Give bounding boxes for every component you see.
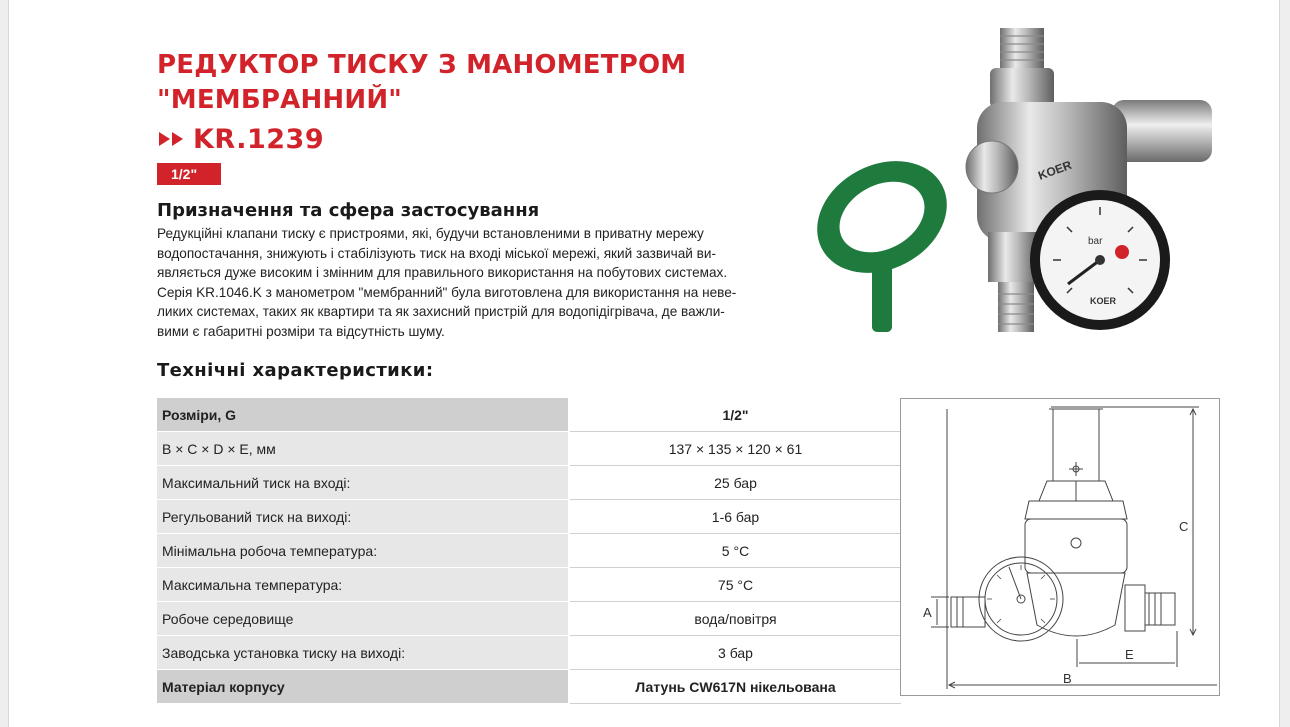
title-line-1: РЕДУКТОР ТИСКУ З МАНОМЕТРОМ	[157, 50, 687, 80]
table-row	[157, 432, 901, 466]
dim-label-b: B	[1063, 671, 1072, 686]
spec-label: Мінімальна робоча температура:	[157, 534, 569, 568]
spec-label: Максимальний тиск на вході:	[157, 466, 569, 500]
spec-value: 137 × 135 × 120 × 61	[569, 432, 901, 466]
spec-value: Латунь CW617N нікельована	[569, 670, 901, 704]
spec-label: Матеріал корпусу	[157, 670, 569, 704]
product-code: KR.1239	[193, 123, 325, 155]
table-row	[157, 568, 901, 602]
gauge-unit: bar	[1088, 236, 1103, 247]
brand-label: KOER	[1036, 157, 1074, 183]
purpose-heading: Призначення та сфера застосування	[157, 200, 540, 221]
gauge-brand: KOER	[1090, 296, 1117, 306]
description-line: Редукційні клапани тиску є пристроями, які, будучи встановленими в приватну мережу	[157, 226, 704, 241]
spec-value: 25 бар	[569, 466, 901, 500]
spec-label: Робоче середовище	[157, 602, 569, 636]
product-code-row	[157, 121, 324, 157]
spec-value: 3 бар	[569, 636, 901, 670]
table-row	[157, 500, 901, 534]
spec-value: вода/повітря	[569, 602, 901, 636]
title-line-2: "МЕМБРАННИЙ"	[157, 85, 403, 115]
spec-value: 1-6 бар	[569, 500, 901, 534]
spec-value: 5 °C	[569, 534, 901, 568]
drawing-svg	[901, 399, 1219, 695]
description-line: Серія KR.1046.K з манометром "мембранний" була виготовлена для використання на неве-	[157, 284, 737, 300]
table-row	[157, 602, 901, 636]
spec-label: Заводська установка тиску на виході:	[157, 636, 569, 670]
dim-label-e: E	[1125, 647, 1134, 662]
spec-label: Регульований тиск на виході:	[157, 500, 569, 534]
sheet-edge-right	[1279, 0, 1290, 727]
technical-drawing	[900, 398, 1220, 696]
spec-label: Максимальна температура:	[157, 568, 569, 602]
dim-label-c: C	[1179, 519, 1189, 534]
specs-heading: Технічні характеристики:	[157, 360, 434, 381]
spec-label: Розміри, G	[157, 398, 569, 432]
specs-table	[157, 398, 901, 704]
table-row	[157, 636, 901, 670]
description-line: являється дуже високим і змінним для правильного використання на побутових системах.	[157, 265, 728, 280]
sheet-edge-left	[0, 0, 9, 727]
product-title	[157, 48, 777, 118]
description-line: ликих системах, таких як квартири та як захисний пристрій для водопідігрівача, де важли-	[157, 304, 725, 319]
description-line: водопостачання, знижують і стабілізують тиск на вході міської мережі, який зазвичай ви-	[157, 245, 717, 261]
size-badge: 1/2"	[157, 163, 221, 185]
description-line: вими є габаритні розміри та відсутність шуму.	[157, 323, 445, 339]
table-row	[157, 398, 901, 432]
table-row	[157, 534, 901, 568]
green-wrench-icon	[812, 139, 966, 332]
dim-label-a: A	[923, 605, 932, 620]
spec-value: 75 °C	[569, 568, 901, 602]
product-photo	[812, 22, 1232, 342]
table-row	[157, 670, 901, 704]
spec-value: 1/2"	[569, 398, 901, 432]
double-arrow-icon	[157, 129, 187, 149]
table-row	[157, 466, 901, 500]
spec-label: B × C × D × E, мм	[157, 432, 569, 466]
purpose-description	[157, 224, 787, 341]
pressure-gauge-icon	[1030, 190, 1170, 330]
